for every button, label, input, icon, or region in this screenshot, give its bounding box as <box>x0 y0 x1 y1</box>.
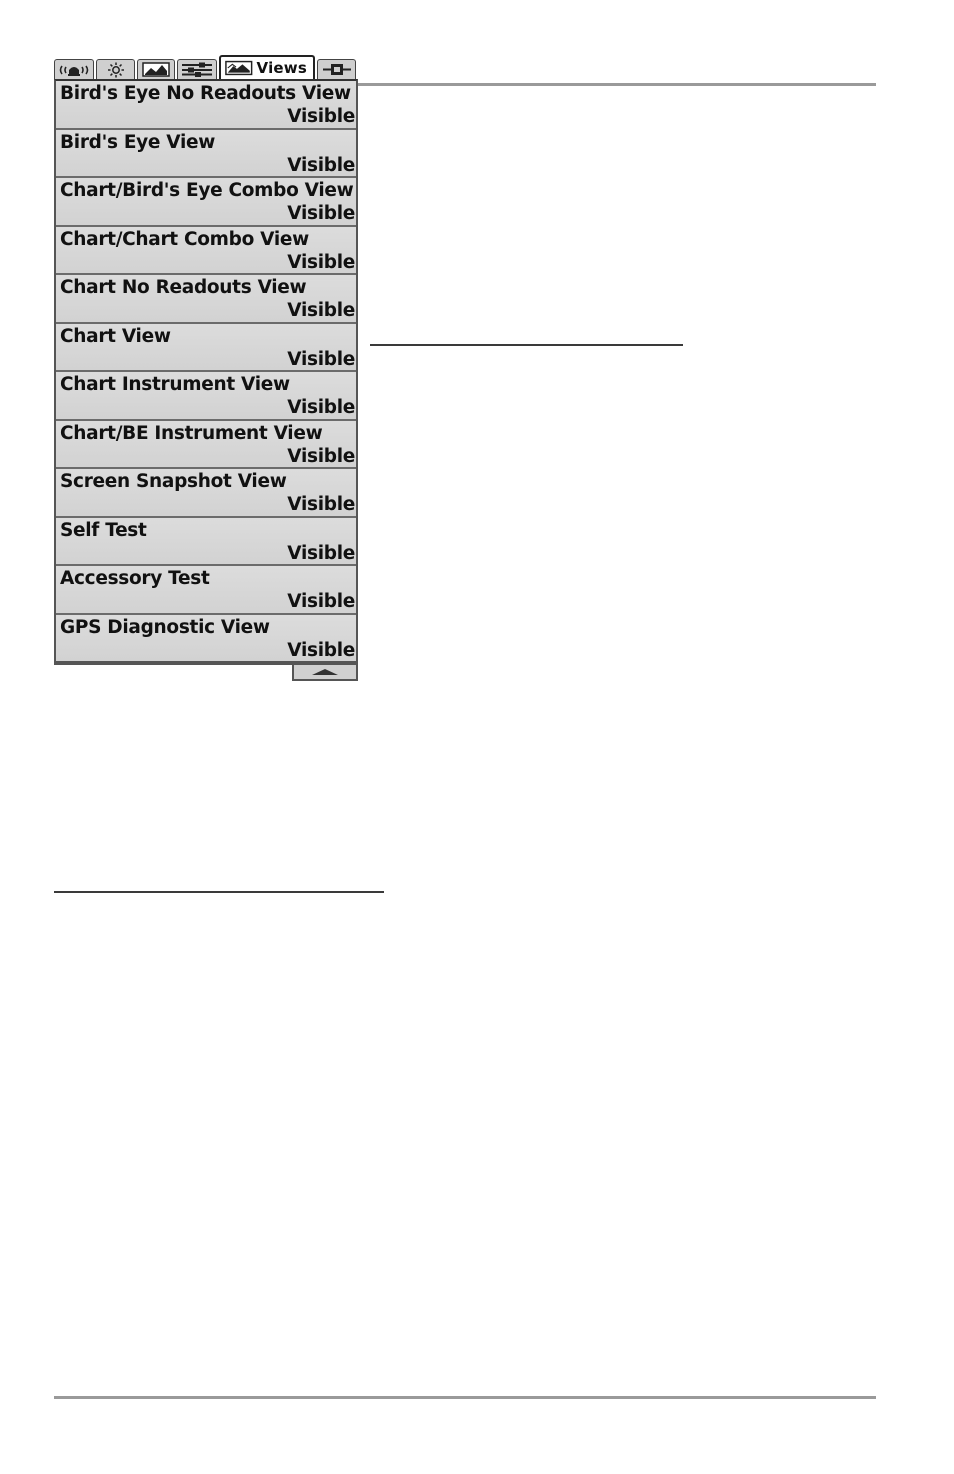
list-item[interactable] <box>56 469 356 518</box>
list-item-label: Chart/Chart Combo View <box>60 228 309 250</box>
tab-alarms[interactable] <box>54 59 94 79</box>
list-item-value[interactable]: Visible <box>287 397 355 418</box>
section-divider <box>370 344 683 346</box>
tab-accessories[interactable] <box>317 59 356 79</box>
menu-tab-bar <box>54 55 358 79</box>
list-item-label: Chart/Bird's Eye Combo View <box>60 180 354 201</box>
sliders-icon <box>181 62 213 77</box>
list-item-label: Bird's Eye No Readouts View <box>60 83 351 104</box>
page-header-rule <box>355 83 876 86</box>
tab-views-label: Views <box>256 59 307 77</box>
list-item-label: Bird's Eye View <box>60 131 216 153</box>
alarm-icon <box>58 63 90 77</box>
list-item-value[interactable]: Visible <box>287 348 355 370</box>
list-item-label: Screen Snapshot View <box>60 471 287 492</box>
list-item-label: GPS Diagnostic View <box>60 616 270 638</box>
list-item-label: Chart Instrument View <box>60 374 290 395</box>
list-item[interactable] <box>56 227 356 276</box>
tab-chart[interactable] <box>137 59 175 79</box>
list-item-label: Chart No Readouts View <box>60 277 307 298</box>
scroll-up-arrow-icon <box>311 668 339 676</box>
section-divider <box>54 891 384 893</box>
list-item-value[interactable]: Visible <box>287 203 355 224</box>
list-item-label: Self Test <box>60 519 147 541</box>
list-item-value[interactable]: Visible <box>287 542 355 564</box>
list-item[interactable] <box>56 81 356 130</box>
tab-setup[interactable] <box>177 59 217 79</box>
list-item[interactable] <box>56 615 356 664</box>
list-item[interactable] <box>56 518 356 567</box>
views-menu <box>54 55 358 665</box>
list-item-label: Chart View <box>60 325 171 347</box>
list-item-value[interactable]: Visible <box>287 445 355 467</box>
tab-views[interactable] <box>219 55 315 79</box>
list-item[interactable] <box>56 372 356 421</box>
list-item-label: Chart/BE Instrument View <box>60 422 323 444</box>
list-item-value[interactable]: Visible <box>287 494 355 515</box>
list-item-value[interactable]: Visible <box>287 106 355 127</box>
list-item[interactable] <box>56 178 356 227</box>
list-item[interactable] <box>56 130 356 179</box>
list-item-value[interactable]: Visible <box>287 154 355 176</box>
views-icon <box>225 60 253 76</box>
accessory-icon <box>322 62 352 77</box>
list-item-value[interactable]: Visible <box>287 300 355 321</box>
chart-icon <box>142 62 170 77</box>
list-item-value[interactable]: Visible <box>287 251 355 273</box>
views-list <box>54 79 358 665</box>
list-item-value[interactable]: Visible <box>287 591 355 612</box>
list-item-value[interactable]: Visible <box>287 639 355 661</box>
sun-icon <box>105 62 127 78</box>
page-footer-rule <box>54 1396 876 1399</box>
scroll-up-button[interactable] <box>292 665 358 681</box>
list-item[interactable] <box>56 324 356 373</box>
list-item[interactable] <box>56 566 356 615</box>
list-item[interactable] <box>56 421 356 470</box>
tab-display[interactable] <box>96 59 135 79</box>
list-item-label: Accessory Test <box>60 568 210 589</box>
list-item[interactable] <box>56 275 356 324</box>
